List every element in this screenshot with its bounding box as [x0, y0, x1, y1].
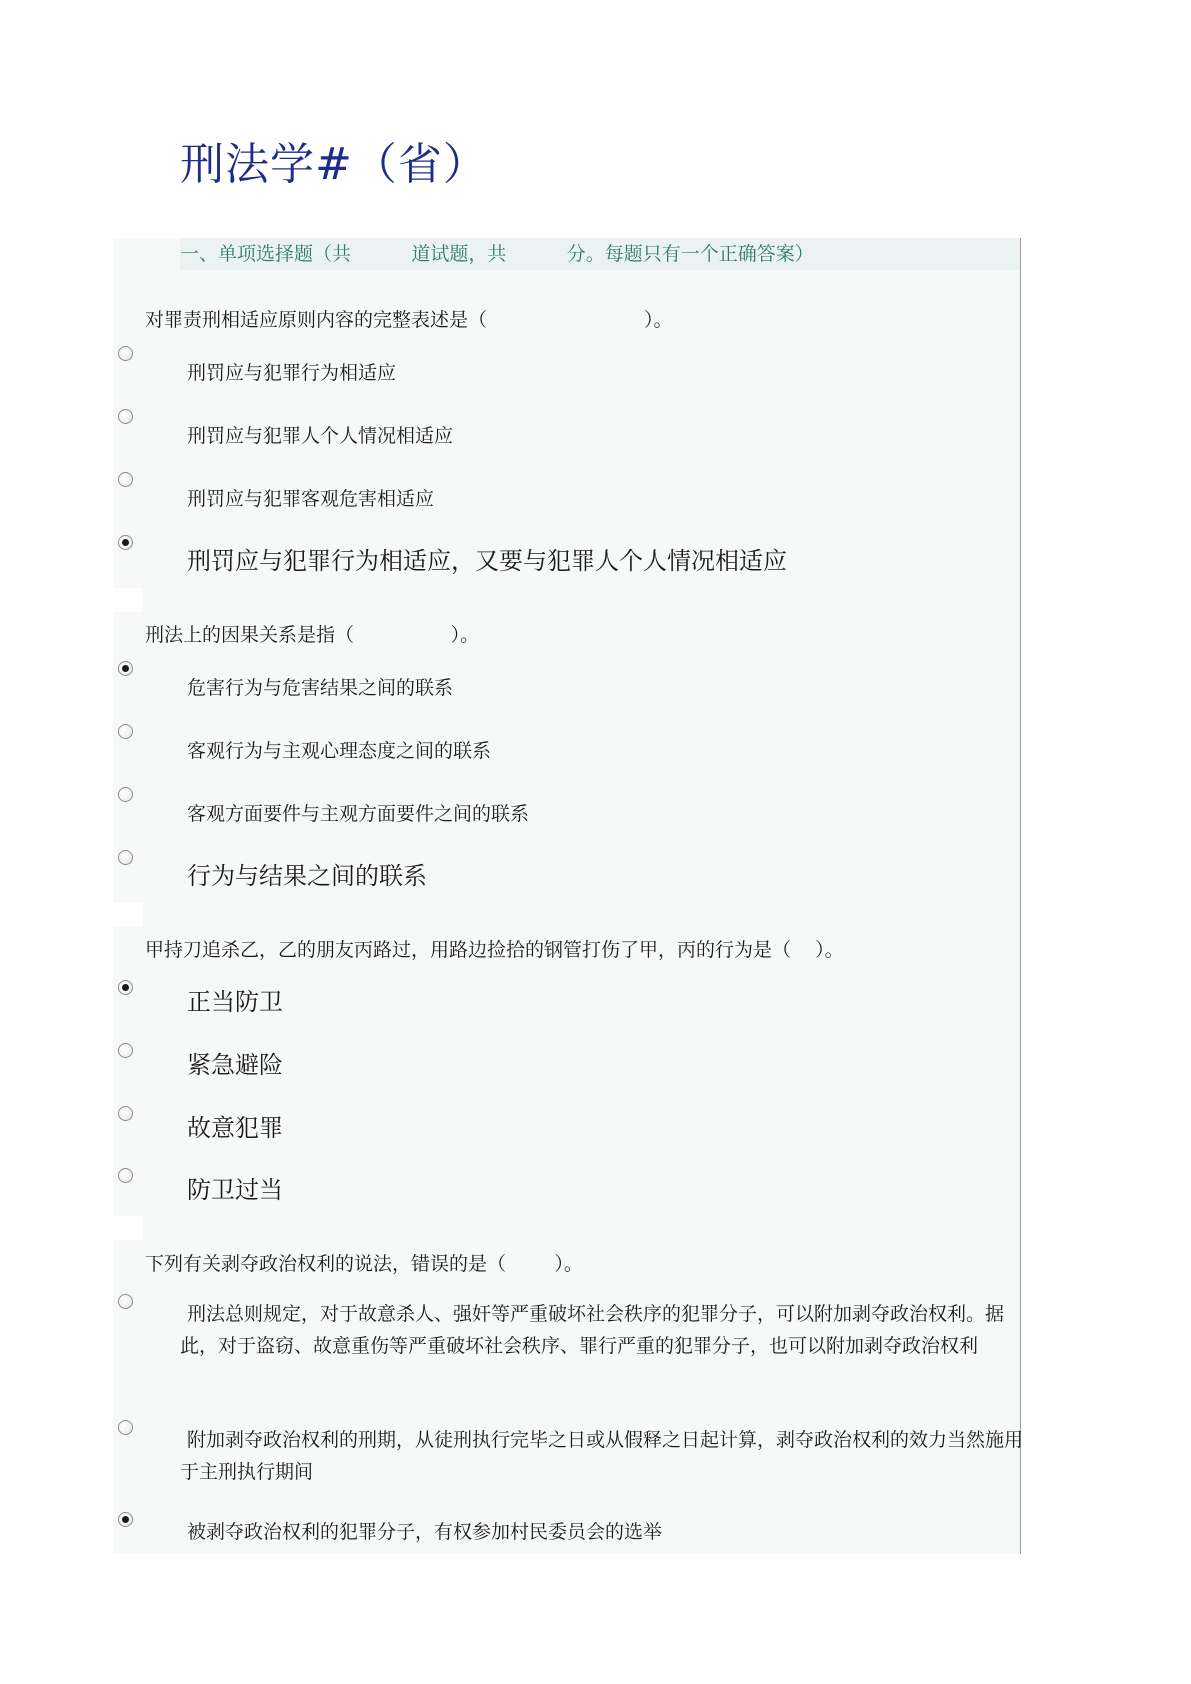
spacer — [113, 902, 143, 926]
radio-button[interactable] — [118, 472, 133, 487]
option-label: 刑罚应与犯罪行为相适应，又要与犯罪人个人情况相适应 — [187, 547, 787, 575]
radio-button-selected[interactable] — [118, 1512, 133, 1527]
option-label: 紧急避险 — [187, 1051, 283, 1079]
radio-button[interactable] — [118, 1294, 133, 1309]
option-label: 刑法总则规定，对于故意杀人、强奸等严重破坏社会秩序的犯罪分子，可以附加剥夺政治权利。据此，对于盗窃、故意重伤等严重破坏社会秩序、罪行严重的犯罪分子，也可以附加剥夺政治权利 — [180, 1303, 1005, 1357]
page-title: 刑法学#（省） — [180, 139, 488, 190]
radio-dot-icon — [122, 539, 129, 546]
radio-button[interactable] — [118, 850, 133, 865]
radio-dot-icon — [122, 984, 129, 991]
radio-button-selected[interactable] — [118, 980, 133, 995]
option-label: 被剥夺政治权利的犯罪分子，有权参加村民委员会的选举 — [187, 1521, 663, 1543]
question-stem: 甲持刀追杀乙，乙的朋友丙路过，用路边捡拾的钢管打伤了甲，丙的行为是（ ）。 — [145, 939, 844, 961]
radio-button[interactable] — [118, 1106, 133, 1121]
radio-button-selected[interactable] — [118, 661, 133, 676]
option-label: 刑罚应与犯罪行为相适应 — [187, 362, 397, 384]
option-label: 危害行为与危害结果之间的联系 — [187, 677, 454, 699]
radio-button[interactable] — [118, 1043, 133, 1058]
question-stem: 下列有关剥夺政治权利的说法，错误的是（ ）。 — [145, 1253, 583, 1275]
spacer — [113, 1216, 143, 1240]
spacer — [113, 588, 143, 612]
option-label: 正当防卫 — [187, 988, 283, 1016]
radio-button[interactable] — [118, 724, 133, 739]
radio-button[interactable] — [118, 1168, 133, 1183]
option-label: 防卫过当 — [187, 1176, 283, 1204]
radio-button[interactable] — [118, 346, 133, 361]
option-label: 附加剥夺政治权利的刑期，从徒刑执行完毕之日或从假释之日起计算，剥夺政治权利的效力当然施用于主刑执行期间 — [180, 1429, 1024, 1483]
section-header: 一、单项选择题（共 道试题，共 分。每题只有一个正确答案） — [180, 238, 1020, 270]
radio-dot-icon — [122, 1516, 129, 1523]
question-stem: 对罪责刑相适应原则内容的完整表述是（ ）。 — [145, 309, 673, 331]
radio-button[interactable] — [118, 787, 133, 802]
option-label: 客观行为与主观心理态度之间的联系 — [187, 740, 492, 762]
radio-button-selected[interactable] — [118, 535, 133, 550]
question-stem: 刑法上的因果关系是指（ ）。 — [145, 624, 480, 646]
option-label: 客观方面要件与主观方面要件之间的联系 — [187, 803, 530, 825]
radio-button[interactable] — [118, 409, 133, 424]
option-label: 故意犯罪 — [187, 1114, 283, 1142]
radio-dot-icon — [122, 665, 129, 672]
option-label: 刑罚应与犯罪人个人情况相适应 — [187, 425, 454, 447]
option-label: 刑罚应与犯罪客观危害相适应 — [187, 488, 435, 510]
option-label: 行为与结果之间的联系 — [187, 862, 427, 890]
radio-button[interactable] — [118, 1420, 133, 1435]
